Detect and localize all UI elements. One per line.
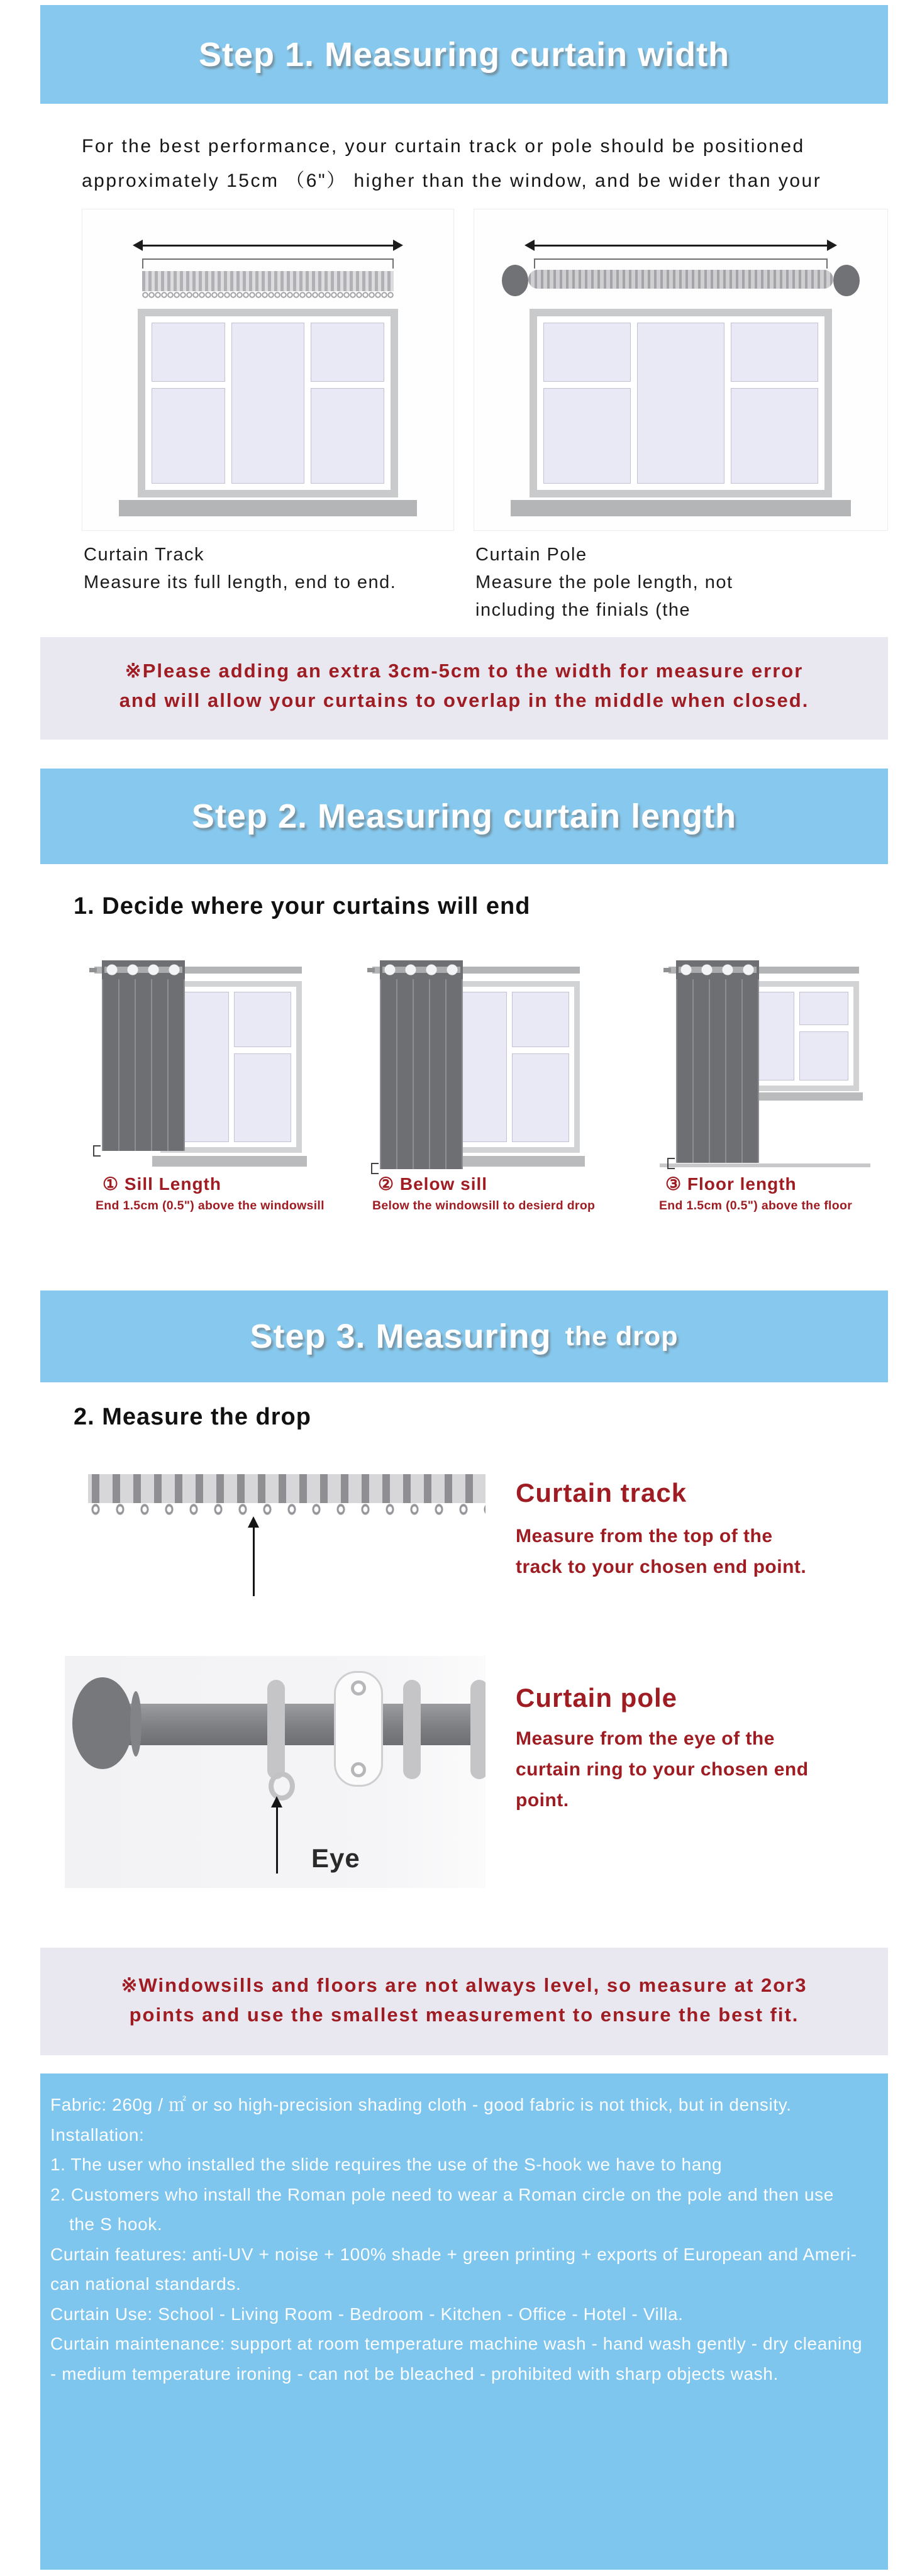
info-features: Curtain features: anti-UV + noise + 100% shade + green printing + exports of European and Ameri- <box>50 2244 857 2264</box>
track-instruction-line1: Measure from the top of the <box>516 1526 773 1546</box>
track-hooks <box>142 291 394 299</box>
window-column <box>231 323 305 484</box>
step3-heading: 2. Measure the drop <box>74 1404 311 1430</box>
window-pane <box>543 323 631 382</box>
window-column <box>731 323 818 484</box>
level-note-line2: points and use the smallest measurement to ensure the best fit. <box>129 2004 799 2026</box>
curtain-ring <box>403 1680 421 1779</box>
track-label: Curtain track <box>516 1478 687 1507</box>
window-frame <box>537 316 824 490</box>
track-caption-title: Curtain Track <box>84 545 204 565</box>
step2-heading: 1. Decide where your curtains will end <box>74 893 531 919</box>
step2-title: Step 2. Measuring curtain length <box>191 797 737 835</box>
curtain-track-strip <box>88 1474 486 1503</box>
window-pane <box>234 1053 292 1142</box>
step2-header-band <box>40 769 888 864</box>
end-mark <box>371 1163 379 1174</box>
measure-bracket <box>534 258 828 269</box>
window-sill <box>511 500 851 516</box>
width-arrow <box>142 245 394 247</box>
step1-title: Step 1. Measuring curtain width <box>198 35 730 74</box>
step3-title-sub: the drop <box>565 1321 679 1352</box>
window-column <box>234 992 292 1142</box>
pole-caption-title: Curtain Pole <box>475 545 587 565</box>
info-fabric: Fabric: 260g / ㎡ or so high-precision shading cloth - good fabric is not thick, but in density. <box>50 2095 792 2114</box>
window-pane <box>731 323 818 382</box>
floor-line <box>660 1163 870 1167</box>
step3-header-band <box>40 1291 888 1382</box>
window-pane <box>512 1053 570 1142</box>
curtain-panel <box>102 960 185 1151</box>
curtain-track-diagram <box>82 209 454 531</box>
floor-length-illustration <box>669 947 859 1170</box>
track-caption-text: Measure its full length, end to end. <box>84 572 397 592</box>
curtain-panel <box>380 960 463 1169</box>
window-column <box>152 323 225 484</box>
sill-length-illustration <box>94 947 302 1170</box>
pole-finial-right <box>833 265 860 296</box>
end-mark <box>667 1158 675 1169</box>
level-note-line1: ※Windowsills and floors are not always level, so measure at 2or3 <box>121 1974 807 1996</box>
curtain-pole-diagram <box>474 209 888 531</box>
window-illustration <box>530 309 832 497</box>
track-instruction-line2: track to your chosen end point. <box>516 1557 807 1577</box>
window-sill <box>119 500 417 516</box>
info-maintenance-b: - medium temperature ironing - can not be bleached - prohibited with sharp objects wash. <box>50 2363 779 2384</box>
window-illustration <box>138 309 398 497</box>
pole-finial <box>72 1677 133 1769</box>
width-note-line2: and will allow your curtains to overlap in the middle when closed. <box>119 689 809 711</box>
curtain-pole-closeup <box>65 1656 486 1888</box>
window-pane <box>543 388 631 484</box>
width-note <box>40 637 888 740</box>
window-column <box>637 323 724 484</box>
window-pane <box>799 992 848 1025</box>
window-pane <box>234 992 292 1047</box>
window-pane <box>512 992 570 1047</box>
measure-up-arrow <box>253 1527 255 1596</box>
measure-bracket <box>142 258 394 269</box>
eye-pointer-arrow <box>276 1807 278 1874</box>
pole-instruction-line3: point. <box>516 1790 569 1811</box>
info-install-2b: the S hook. <box>69 2214 163 2234</box>
eye-label: Eye <box>311 1843 360 1873</box>
window-frame <box>145 316 391 490</box>
below-sill-illustration <box>372 947 580 1170</box>
info-use: Curtain Use: School - Living Room - Bedroom - Kitchen - Office - Hotel - Villa. <box>50 2304 684 2324</box>
info-maintenance: Curtain maintenance: support at room temperature machine wash - hand wash gently - dry cleaning <box>50 2334 863 2353</box>
step3-title-main: Step 3. Measuring <box>250 1318 552 1355</box>
option2-desc: Below the windowsill to desierd drop <box>372 1199 596 1213</box>
curtain-panel <box>676 960 759 1163</box>
step1-intro-line1: For the best performance, your curtain track or pole should be positioned <box>82 136 805 157</box>
step1-intro-line2: approximately 15cm （6"） higher than the window, and be wider than your <box>82 170 822 191</box>
option1-label: ① Sill Length <box>103 1174 221 1194</box>
info-features-b: can national standards. <box>50 2274 241 2294</box>
info-installation: Installation: <box>50 2124 145 2145</box>
info-install-1: 1. The user who installed the slide requires the use of the S-hook we have to hang <box>50 2155 723 2174</box>
pole-bracket <box>334 1671 383 1787</box>
window-column <box>799 992 848 1080</box>
window-column <box>311 323 384 484</box>
window-pane <box>152 323 225 382</box>
option2-label: ② Below sill <box>378 1174 488 1194</box>
window-pane <box>731 388 818 484</box>
window-pane <box>311 388 384 484</box>
pole-finial-disc <box>130 1691 141 1757</box>
pole-instruction-line1: Measure from the eye of the <box>516 1728 775 1749</box>
width-note-line1: ※Please adding an extra 3cm-5cm to the width for measure error <box>125 660 804 682</box>
window-column <box>512 992 570 1142</box>
pole-label: Curtain pole <box>516 1683 678 1713</box>
pole-finial-left <box>502 265 528 296</box>
pole-bar <box>100 1704 486 1745</box>
window-pane <box>231 323 305 484</box>
curtain-ring <box>470 1680 486 1779</box>
product-info-box <box>40 2074 888 2570</box>
pole-caption-line2: including the finials (the <box>475 600 691 620</box>
option1-desc: End 1.5cm (0.5") above the windowsill <box>96 1199 325 1213</box>
curtain-grommets <box>676 960 759 979</box>
curtain-track-bar <box>142 271 394 291</box>
curtain-grommets <box>102 960 185 979</box>
option3-label: ③ Floor length <box>665 1174 797 1194</box>
pole-caption-line1: Measure the pole length, not <box>475 572 733 592</box>
option3-desc: End 1.5cm (0.5") above the floor <box>659 1199 853 1213</box>
window-pane <box>311 323 384 382</box>
width-arrow <box>534 245 828 247</box>
window-column <box>543 323 631 484</box>
level-note <box>40 1948 888 2055</box>
info-install-2: 2. Customers who install the Roman pole need to wear a Roman circle on the pole and then use <box>50 2184 834 2204</box>
step1-header-band <box>40 5 888 104</box>
window-pane <box>799 1031 848 1080</box>
end-mark <box>93 1145 101 1157</box>
curtain-pole-bar <box>528 270 833 289</box>
curtain-ring <box>267 1680 285 1779</box>
curtain-grommets <box>380 960 463 979</box>
window-sill <box>152 1156 307 1167</box>
window-pane <box>637 323 724 484</box>
window-pane <box>152 388 225 484</box>
track-hooks-row <box>88 1503 486 1516</box>
pole-instruction-line2: curtain ring to your chosen end <box>516 1759 809 1780</box>
